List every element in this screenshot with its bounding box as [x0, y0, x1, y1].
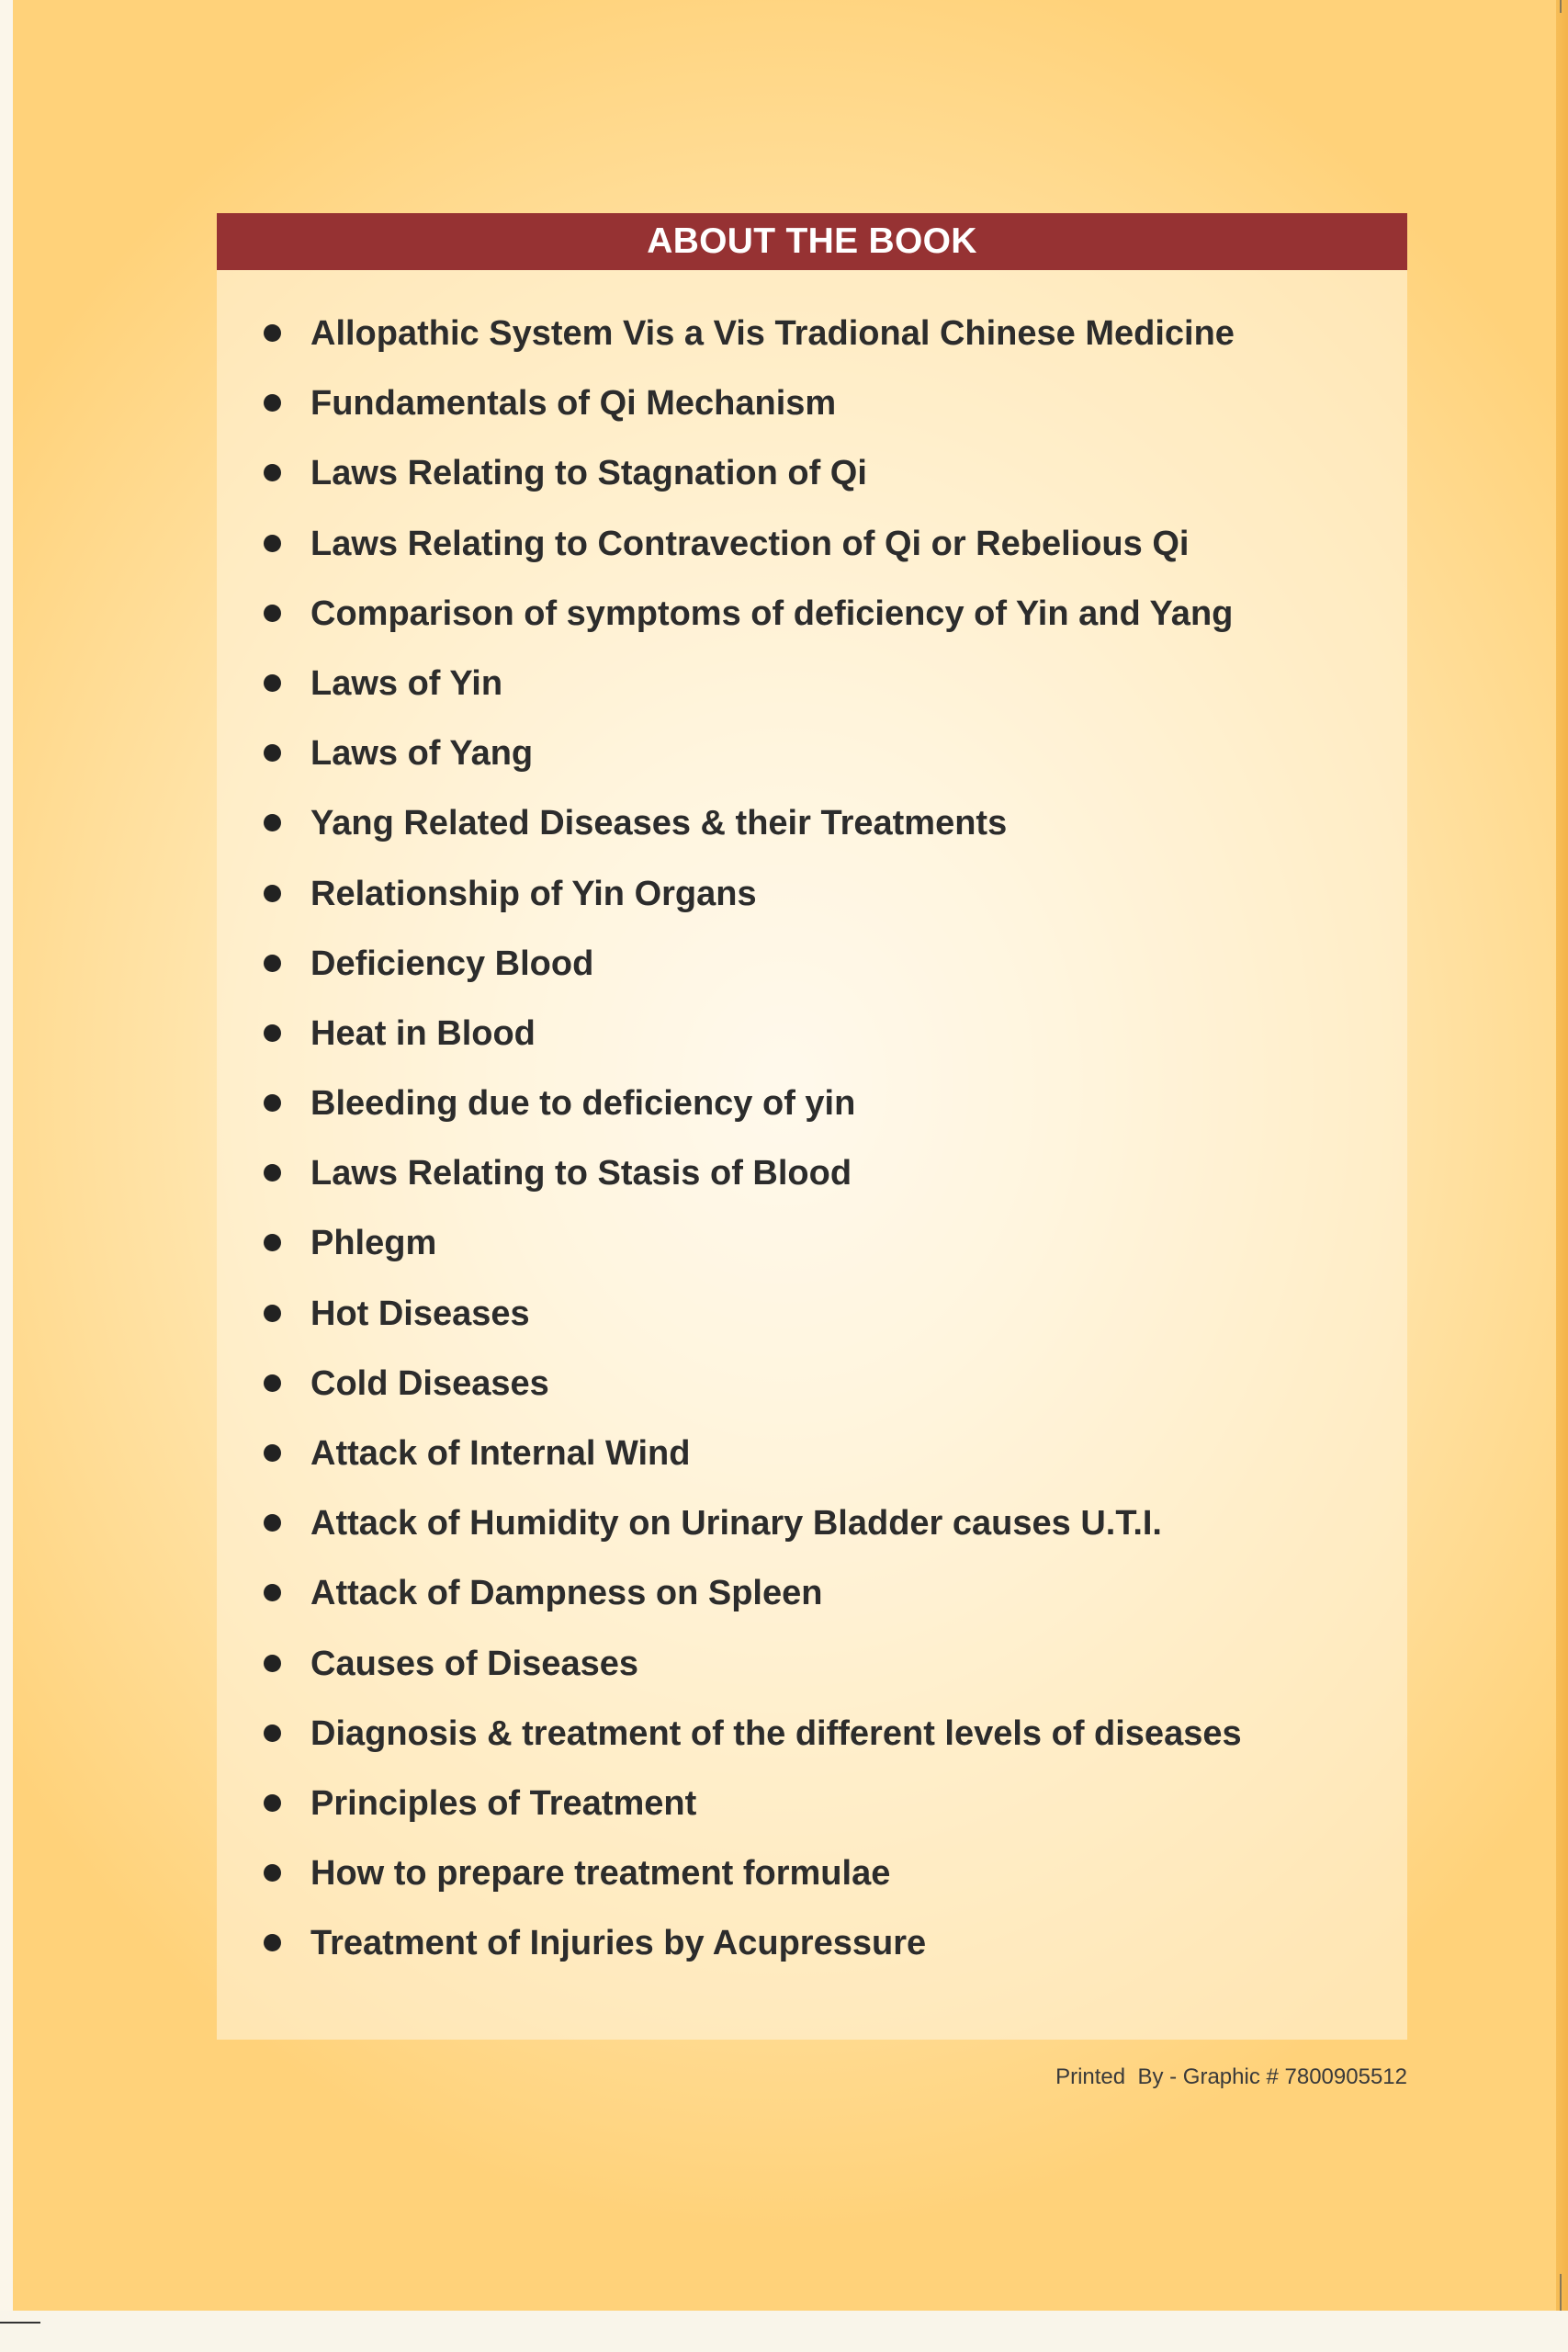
list-item [217, 380, 1407, 450]
bullet-icon [264, 535, 281, 552]
bullet-icon [264, 1305, 281, 1322]
list-item-text: Relationship of Yin Organs [310, 874, 757, 913]
bullet-icon [264, 1444, 281, 1462]
list-item [217, 1150, 1407, 1220]
list-item [217, 311, 1407, 380]
list-item-text: Causes of Diseases [310, 1644, 638, 1683]
bullet-icon [264, 885, 281, 902]
list-item-text: Laws of Yang [310, 734, 534, 774]
list-item [217, 1500, 1407, 1570]
list-item [217, 871, 1407, 941]
topic-list [217, 311, 1407, 1991]
list-item-text: Attack of Dampness on Spleen [310, 1574, 823, 1613]
bullet-icon [264, 955, 281, 972]
about-book-heading: ABOUT THE BOOK [217, 213, 1407, 270]
bullet-icon [264, 324, 281, 342]
list-item [217, 661, 1407, 730]
list-item-text: Laws Relating to Stasis of Blood [310, 1154, 852, 1193]
list-item [217, 1080, 1407, 1150]
list-item-text: How to prepare treatment formulae [310, 1854, 891, 1894]
list-item [217, 450, 1407, 520]
list-item-text: Treatment of Injuries by Acupressure [310, 1924, 927, 1963]
bullet-icon [264, 1724, 281, 1742]
bullet-icon [264, 1094, 281, 1112]
list-item-text: Diagnosis & treatment of the different levels of diseases [310, 1713, 1242, 1753]
bullet-icon [264, 1024, 281, 1042]
list-item-text: Allopathic System Vis a Vis Tradional Chinese Medicine [310, 314, 1235, 353]
list-item [217, 1220, 1407, 1290]
crop-mark [0, 2322, 40, 2324]
list-item [217, 1641, 1407, 1711]
bullet-icon [264, 1514, 281, 1532]
list-item [217, 1781, 1407, 1850]
list-item [217, 730, 1407, 800]
bullet-icon [264, 1234, 281, 1251]
list-item-text: Laws Relating to Stagnation of Qi [310, 454, 867, 493]
page-right-edge [1556, 0, 1568, 2311]
trim-line-top [1560, 0, 1562, 13]
list-item [217, 1291, 1407, 1361]
bullet-icon [264, 1794, 281, 1812]
list-item [217, 1850, 1407, 1920]
about-book-panel [217, 213, 1407, 2040]
list-item-text: Bleeding due to deficiency of yin [310, 1084, 856, 1124]
list-item-text: Laws of Yin [310, 663, 503, 703]
page-bottom-margin [0, 2311, 1568, 2352]
list-item [217, 1920, 1407, 1990]
printer-credit: Printed By - Graphic # 7800905512 [1055, 2064, 1407, 2089]
list-item [217, 521, 1407, 591]
list-item [217, 941, 1407, 1011]
list-item-text: Deficiency Blood [310, 944, 594, 983]
list-item-text: Fundamentals of Qi Mechanism [310, 384, 837, 424]
bullet-icon [264, 1864, 281, 1882]
bullet-icon [264, 744, 281, 762]
bullet-icon [264, 1584, 281, 1601]
list-item [217, 591, 1407, 661]
list-item-text: Attack of Internal Wind [310, 1434, 691, 1473]
list-item [217, 1570, 1407, 1640]
bullet-icon [264, 674, 281, 692]
bullet-icon [264, 464, 281, 481]
list-item-text: Heat in Blood [310, 1013, 536, 1053]
list-item-text: Laws Relating to Contravection of Qi or Rebelious Qi [310, 524, 1190, 563]
list-item-text: Comparison of symptoms of deficiency of Yin and Yang [310, 594, 1234, 633]
list-item [217, 1011, 1407, 1080]
bullet-icon [264, 1655, 281, 1672]
trim-line-bottom [1560, 2274, 1562, 2311]
list-item-text: Hot Diseases [310, 1294, 530, 1333]
list-item-text: Phlegm [310, 1224, 437, 1263]
list-item-text: Attack of Humidity on Urinary Bladder causes U.T.I. [310, 1504, 1162, 1544]
bullet-icon [264, 1934, 281, 1951]
list-item-text: Yang Related Diseases & their Treatments [310, 804, 1008, 843]
bullet-icon [264, 394, 281, 412]
list-item [217, 1711, 1407, 1781]
list-item [217, 800, 1407, 870]
list-item [217, 1430, 1407, 1500]
list-item-text: Principles of Treatment [310, 1783, 697, 1823]
bullet-icon [264, 605, 281, 622]
bullet-icon [264, 1164, 281, 1182]
list-item-text: Cold Diseases [310, 1363, 549, 1403]
bullet-icon [264, 814, 281, 831]
list-item [217, 1361, 1407, 1430]
bullet-icon [264, 1374, 281, 1392]
